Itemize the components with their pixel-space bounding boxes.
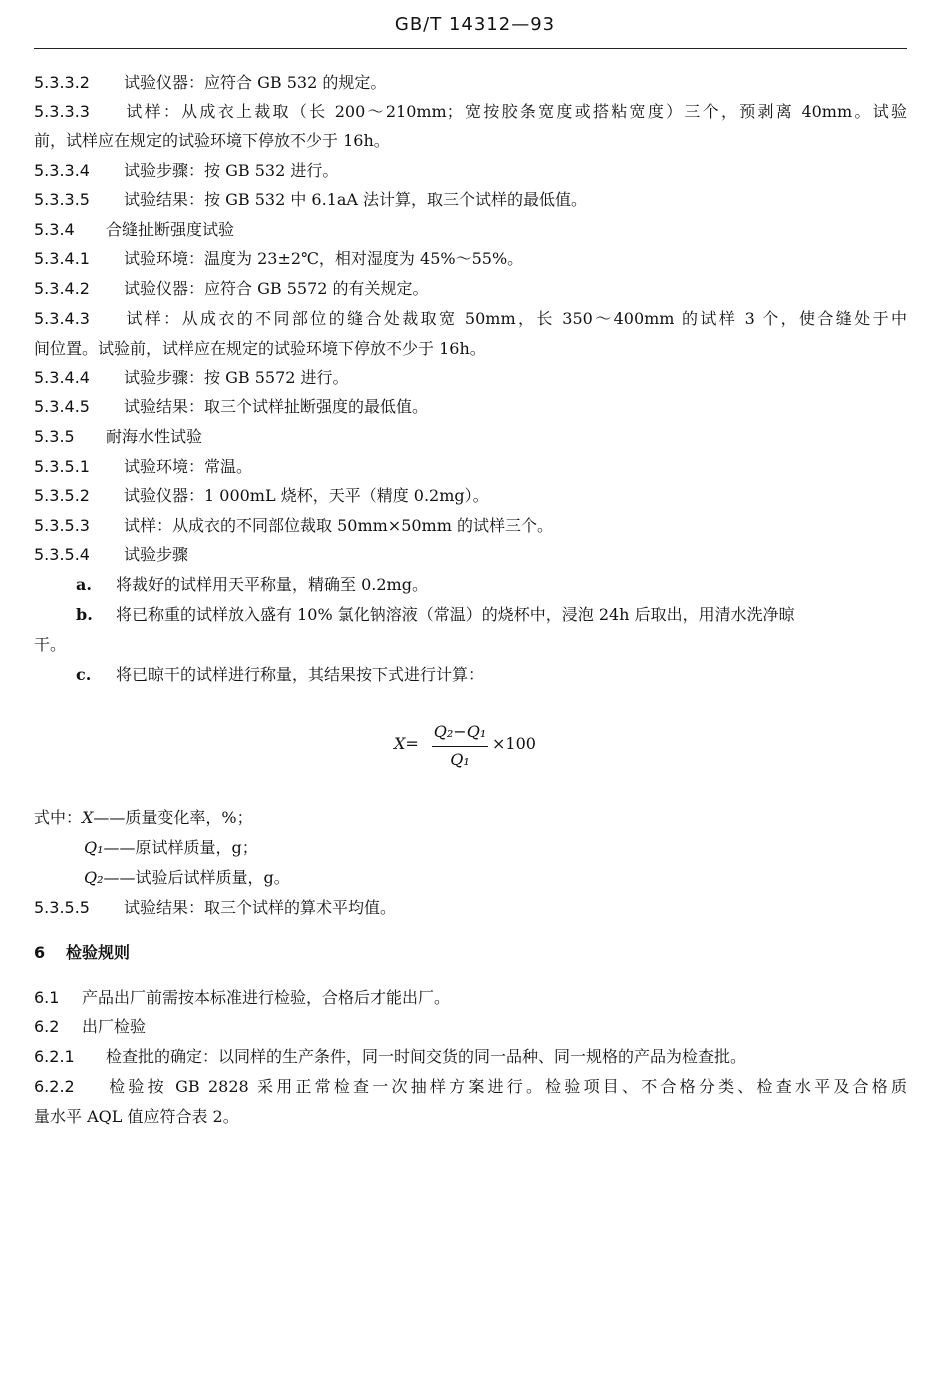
- clause-line: [34, 1106, 907, 1128]
- clause-number: 5.3.5.2: [34, 486, 90, 505]
- section-number: 6: [34, 943, 46, 962]
- clause-line: [34, 189, 907, 211]
- clause-text: 试验环境：温度为 23±2℃，相对湿度为 45%～55%。: [124, 249, 524, 268]
- clause-text: 试样：从成衣的不同部位裁取 50mm×50mm 的试样三个。: [124, 516, 553, 535]
- formula-numerator: Q₂−Q₁: [433, 722, 487, 741]
- step-item: [76, 574, 428, 596]
- clause-number: 5.3.5.3: [34, 516, 90, 535]
- clause-line: [34, 130, 907, 152]
- clause-number: 5.3.3.4: [34, 161, 90, 180]
- clause-line: [34, 485, 907, 507]
- clause-number: 5.3.4.5: [34, 397, 90, 416]
- clause-text: 试样：从成衣的不同部位的缝合处裁取宽 50mm，长 350～400mm 的试样 3 个，使合缝处于中: [124, 309, 907, 328]
- clause-text: 试样：从成衣上裁取（长 200～210mm；宽按胶条宽度或搭粘宽度）三个，预剥离 40mm。试验: [124, 102, 907, 121]
- clause-number: 5.3.4.2: [34, 279, 90, 298]
- clause-line: [34, 515, 907, 537]
- definition-symbol: X: [82, 808, 94, 827]
- clause-line: [34, 426, 907, 448]
- definition-line: [34, 807, 253, 829]
- clause-text: 试验仪器：1 000mL 烧杯，天平（精度 0.2mg）。: [124, 486, 489, 505]
- clause-line: [34, 897, 907, 919]
- formula-lhs: X=: [394, 734, 419, 753]
- definition-symbol: Q₂: [84, 868, 104, 887]
- clause-number: 6.1: [34, 988, 60, 1007]
- header-rule: [34, 48, 907, 49]
- clause-text: 试验仪器：应符合 GB 5572 的有关规定。: [124, 279, 429, 298]
- clause-number: 5.3.3.5: [34, 190, 90, 209]
- clause-text: 试验步骤：按 GB 5572 进行。: [124, 368, 349, 387]
- clause-text: 试验环境：常温。: [124, 457, 253, 476]
- clause-line: [34, 367, 907, 389]
- step-text: 干。: [34, 635, 67, 654]
- step-text: 将裁好的试样用天平称量，精确至 0.2mg。: [116, 575, 428, 594]
- clause-number: 5.3.4.1: [34, 249, 90, 268]
- clause-number: 5.3.5: [34, 427, 75, 446]
- clause-text: 出厂检验: [82, 1017, 147, 1036]
- clause-number: 5.3.3.3: [34, 102, 90, 121]
- section-heading: [34, 942, 907, 964]
- clause-number: 6.2.1: [34, 1047, 75, 1066]
- clause-number: 6.2.2: [34, 1077, 75, 1096]
- clause-line: [34, 396, 907, 418]
- definition-symbol: Q₁: [84, 838, 104, 857]
- page-header: GB/T 14312—93: [394, 14, 556, 35]
- clause-number: 5.3.5.1: [34, 457, 90, 476]
- step-text: 将已晾干的试样进行称量，其结果按下式进行计算：: [116, 665, 485, 684]
- step-item: [76, 664, 484, 686]
- clause-text: 试验仪器：应符合 GB 532 的规定。: [124, 73, 387, 92]
- fraction-bar: [432, 746, 488, 747]
- clause-number: 5.3.4: [34, 220, 75, 239]
- clause-text: 试验结果：取三个试样扯断强度的最低值。: [124, 397, 429, 416]
- clause-line: [34, 101, 907, 123]
- step-item: [76, 604, 907, 626]
- clause-text: 耐海水性试验: [106, 427, 203, 446]
- clause-line: [34, 1046, 907, 1068]
- definition-text: ——原试样质量，g；: [103, 838, 258, 857]
- clause-line: [34, 72, 907, 94]
- clause-line: [34, 544, 907, 566]
- clause-text: 前，试样应在规定的试验环境下停放不少于 16h。: [34, 131, 390, 150]
- clause-text: 试验结果：按 GB 532 中 6.1aA 法计算，取三个试样的最低值。: [124, 190, 588, 209]
- formula-rhs: ×100: [492, 734, 536, 753]
- clause-line: [34, 456, 907, 478]
- clause-line: [34, 338, 907, 360]
- step-label: c.: [76, 665, 92, 684]
- clause-text: 检查批的确定：以同样的生产条件，同一时间交货的同一品种、同一规格的产品为检查批。: [106, 1047, 747, 1066]
- step-text: 将已称重的试样放入盛有 10% 氯化钠溶液（常温）的烧杯中，浸泡 24h 后取出，用清水洗净晾: [116, 605, 795, 624]
- clause-number: 6.2: [34, 1017, 60, 1036]
- clause-number: 5.3.5.5: [34, 898, 90, 917]
- step-continuation: [34, 634, 907, 656]
- clause-text: 试验结果：取三个试样的算术平均值。: [124, 898, 397, 917]
- formula-denominator: Q₁: [450, 750, 470, 769]
- clause-line: [34, 278, 907, 300]
- clause-line: [34, 219, 907, 241]
- clause-text: 试验步骤: [124, 545, 189, 564]
- step-label: b.: [76, 605, 93, 624]
- clause-number: 5.3.5.4: [34, 545, 90, 564]
- clause-text: 间位置。试验前，试样应在规定的试验环境下停放不少于 16h。: [34, 339, 486, 358]
- section-title: 检验规则: [66, 943, 131, 962]
- clause-text: 量水平 AQL 值应符合表 2。: [34, 1107, 239, 1126]
- clause-line: [34, 248, 907, 270]
- clause-number: 5.3.4.3: [34, 309, 90, 328]
- clause-text: 检验按 GB 2828 采用正常检查一次抽样方案进行。检验项目、不合格分类、检查水平及合格质: [106, 1077, 907, 1096]
- definition-lead: 式中：: [34, 808, 83, 827]
- clause-text: 产品出厂前需按本标准进行检验，合格后才能出厂。: [82, 988, 451, 1007]
- clause-line: [34, 160, 907, 182]
- clause-text: 试验步骤：按 GB 532 进行。: [124, 161, 339, 180]
- definition-line: [84, 867, 290, 889]
- clause-line: [34, 1076, 907, 1098]
- clause-line: [34, 987, 907, 1009]
- clause-text: 合缝扯断强度试验: [106, 220, 235, 239]
- definition-line: [84, 837, 258, 859]
- clause-number: 5.3.3.2: [34, 73, 90, 92]
- definition-text: ——质量变化率，%；: [93, 808, 253, 827]
- definition-text: ——试验后试样质量，g。: [103, 868, 290, 887]
- clause-line: [34, 1016, 907, 1038]
- step-label: a.: [76, 575, 92, 594]
- clause-number: 5.3.4.4: [34, 368, 90, 387]
- clause-line: [34, 308, 907, 330]
